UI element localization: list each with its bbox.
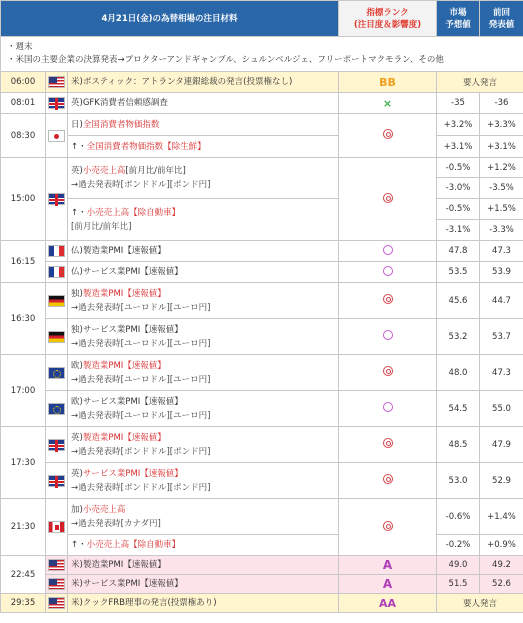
previous-value: +3.3% bbox=[480, 114, 523, 136]
previous-value: +1.2% bbox=[480, 158, 523, 178]
event-title[interactable]: 製造業PMI【速報値】 bbox=[82, 360, 166, 371]
uk-flag-icon bbox=[48, 97, 65, 109]
notes-row bbox=[1, 37, 523, 72]
double-circle-rank-icon bbox=[383, 129, 393, 139]
country-prefix: 欧) bbox=[71, 360, 83, 371]
double-circle-rank-icon bbox=[383, 521, 393, 531]
event-title[interactable]: 米)ボスティック：アトランタ連銀総裁の発言(投票権なし) bbox=[68, 72, 339, 93]
event-time: 08:01 bbox=[1, 93, 46, 114]
rank-column-header bbox=[339, 1, 437, 37]
previous-value: 52.6 bbox=[480, 575, 523, 594]
forecast-value: 51.5 bbox=[437, 575, 480, 594]
notes-cell bbox=[1, 37, 523, 72]
event-title[interactable]: 小売売上高【除自動車】 bbox=[86, 540, 181, 550]
event-title[interactable]: 米)サービス業PMI【速報値】 bbox=[68, 575, 339, 594]
forecast-value: 45.6 bbox=[437, 283, 480, 319]
event-time: 06:00 bbox=[1, 72, 46, 93]
event-title[interactable]: 独)サービス業PMI【速報値】 bbox=[71, 324, 183, 335]
table-row bbox=[1, 535, 523, 556]
past-release-link[interactable]: →過去発表時[ポンドドル][ポンド円] bbox=[71, 482, 211, 493]
event-title[interactable]: 米)クックFRB理事の発言(投票権あり) bbox=[68, 594, 339, 613]
previous-value: 53.9 bbox=[480, 262, 523, 283]
table-row bbox=[1, 114, 523, 136]
sub-prefix: ↑・ bbox=[71, 207, 87, 218]
header-row bbox=[1, 1, 523, 37]
event-time: 16:30 bbox=[1, 283, 46, 355]
past-release-link[interactable]: →過去発表時[ユーロドル][ユーロ円] bbox=[71, 302, 211, 313]
double-circle-rank-icon bbox=[383, 474, 393, 484]
event-time: 22:45 bbox=[1, 556, 46, 594]
forecast-value: +3.2% bbox=[437, 114, 480, 136]
ca-flag-icon bbox=[48, 521, 65, 533]
forecast-value: 47.8 bbox=[437, 241, 480, 262]
uk-flag-icon bbox=[48, 193, 65, 205]
speech-label: 要人発言 bbox=[437, 72, 523, 93]
event-time: 21:30 bbox=[1, 499, 46, 556]
uk-flag-icon bbox=[48, 439, 65, 451]
table-row bbox=[1, 283, 523, 319]
forecast-value: 54.5 bbox=[437, 391, 480, 427]
forecast-value: +3.1% bbox=[437, 136, 480, 158]
event-time: 29:35 bbox=[1, 594, 46, 613]
page-title: 4月21日(金)の為替相場の注目材料 bbox=[1, 1, 339, 37]
uk-flag-icon bbox=[48, 475, 65, 487]
forecast-value: 53.0 bbox=[437, 463, 480, 499]
us-flag-icon bbox=[48, 578, 65, 590]
speech-label: 要人発言 bbox=[437, 594, 523, 613]
event-title[interactable]: 製造業PMI【速報値】 bbox=[82, 288, 166, 299]
fr-flag-icon bbox=[48, 245, 65, 257]
us-flag-icon bbox=[48, 597, 65, 609]
forecast-value: -3.1% bbox=[437, 220, 480, 241]
table-row bbox=[1, 199, 523, 220]
rank-cross-mark: × bbox=[382, 96, 393, 110]
table-row bbox=[1, 262, 523, 283]
rank-header-line1: 指標ランク bbox=[366, 7, 409, 18]
fr-flag-icon bbox=[48, 266, 65, 278]
note-weekend: ・週末 bbox=[7, 42, 33, 52]
past-release-link[interactable]: →過去発表時[ポンドドル][ポンド円] bbox=[71, 180, 211, 190]
rank-badge: BB bbox=[339, 72, 437, 93]
past-release-link[interactable]: →過去発表時[ユーロドル][ユーロ円] bbox=[71, 374, 211, 385]
country-prefix: 英) bbox=[71, 432, 83, 443]
us-flag-icon bbox=[48, 559, 65, 571]
previous-value: +1.4% bbox=[480, 499, 523, 535]
table-row bbox=[1, 355, 523, 391]
table-row bbox=[1, 241, 523, 262]
forecast-value: 49.0 bbox=[437, 556, 480, 575]
table-row bbox=[1, 575, 523, 594]
table-row bbox=[1, 463, 523, 499]
event-time: 17:30 bbox=[1, 427, 46, 499]
event-title[interactable]: 英)GFK消費者信頼感調査 bbox=[68, 93, 339, 114]
rank-badge: A bbox=[339, 556, 437, 575]
country-prefix: 日) bbox=[71, 119, 83, 130]
previous-value: 47.3 bbox=[480, 355, 523, 391]
previous-value: 47.3 bbox=[480, 241, 523, 262]
country-prefix: 英) bbox=[71, 468, 83, 479]
table-row bbox=[1, 72, 523, 93]
forecast-value: -3.0% bbox=[437, 178, 480, 199]
event-title[interactable]: 全国消費者物価指数【除生鮮】 bbox=[86, 141, 206, 152]
rank-header-line2: (注目度＆影響度) bbox=[353, 19, 422, 30]
forecast-value: -0.5% bbox=[437, 158, 480, 178]
event-time: 17:00 bbox=[1, 355, 46, 427]
event-title[interactable]: 小売売上高 bbox=[82, 504, 126, 515]
event-title[interactable]: 欧)サービス業PMI【速報値】 bbox=[71, 396, 183, 407]
previous-value: 49.2 bbox=[480, 556, 523, 575]
double-circle-rank-icon bbox=[383, 438, 393, 448]
past-release-link[interactable]: →過去発表時[カナダ円] bbox=[71, 518, 161, 529]
previous-value: 47.9 bbox=[480, 427, 523, 463]
forecast-header-line1: 市場 bbox=[449, 7, 467, 18]
de-flag-icon bbox=[48, 331, 65, 343]
forecast-column-header bbox=[437, 1, 480, 37]
event-time: 16:15 bbox=[1, 241, 46, 283]
event-title[interactable]: サービス業PMI【速報値】 bbox=[82, 468, 183, 479]
forecast-value: 53.2 bbox=[437, 319, 480, 355]
circle-rank-icon bbox=[383, 245, 393, 255]
forecast-value: -0.5% bbox=[437, 199, 480, 220]
previous-value: +0.9% bbox=[480, 535, 523, 556]
event-title[interactable]: 製造業PMI【速報値】 bbox=[82, 432, 166, 443]
rank-badge: AA bbox=[339, 594, 437, 613]
note-earnings: ・米国の主要企業の決算発表→プロクターアンドギャンブル、シュルンベルジェ、フリーポートマクモラン、その他 bbox=[7, 55, 444, 65]
de-flag-icon bbox=[48, 295, 65, 307]
previous-value: 53.7 bbox=[480, 319, 523, 355]
eu-flag-icon bbox=[48, 403, 65, 415]
event-time: 15:00 bbox=[1, 158, 46, 241]
forecast-header-line2: 予想値 bbox=[445, 19, 471, 30]
past-release-link[interactable]: →過去発表時[ポンドドル][ポンド円] bbox=[71, 446, 211, 457]
country-prefix: 独) bbox=[71, 288, 83, 299]
event-title[interactable]: 全国消費者物価指数 bbox=[82, 119, 160, 130]
previous-value: +1.5% bbox=[480, 199, 523, 220]
event-title[interactable]: 仏)サービス業PMI【速報値】 bbox=[68, 262, 339, 283]
circle-rank-icon bbox=[383, 266, 393, 276]
double-circle-rank-icon bbox=[383, 294, 393, 304]
table-row bbox=[1, 594, 523, 613]
previous-header-line2: 発表値 bbox=[488, 19, 515, 30]
forecast-value: -0.2% bbox=[437, 535, 480, 556]
previous-value: 44.7 bbox=[480, 283, 523, 319]
table-row bbox=[1, 158, 523, 178]
double-circle-rank-icon bbox=[383, 193, 393, 203]
forecast-value: 53.5 bbox=[437, 262, 480, 283]
forecast-value: 48.0 bbox=[437, 355, 480, 391]
previous-value: -3.5% bbox=[480, 178, 523, 199]
forecast-value: 48.5 bbox=[437, 427, 480, 463]
table-row bbox=[1, 427, 523, 463]
past-release-link[interactable]: →過去発表時[ユーロドル][ユーロ円] bbox=[71, 338, 211, 349]
eu-flag-icon bbox=[48, 367, 65, 379]
previous-value: 52.9 bbox=[480, 463, 523, 499]
previous-header-line1: 前回 bbox=[492, 7, 510, 18]
forecast-value: -35 bbox=[437, 93, 480, 114]
table-row bbox=[1, 499, 523, 535]
table-row bbox=[1, 136, 523, 158]
event-title[interactable]: 米)製造業PMI【速報値】 bbox=[68, 556, 339, 575]
sub-prefix: ↑・ bbox=[71, 540, 87, 550]
circle-rank-icon bbox=[383, 402, 393, 412]
event-time: 08:30 bbox=[1, 114, 46, 158]
previous-value: 55.0 bbox=[480, 391, 523, 427]
table-row bbox=[1, 93, 523, 114]
jp-flag-icon bbox=[48, 130, 65, 142]
us-flag-icon bbox=[48, 76, 65, 88]
table-row bbox=[1, 556, 523, 575]
previous-column-header bbox=[480, 1, 523, 37]
previous-value: -36 bbox=[480, 93, 523, 114]
table-row bbox=[1, 319, 523, 355]
sub-prefix: ↑・ bbox=[71, 141, 87, 152]
circle-rank-icon bbox=[383, 330, 393, 340]
forecast-value: -0.6% bbox=[437, 499, 480, 535]
event-suffix: [前月比/前年比] bbox=[71, 221, 132, 232]
rank-badge: A bbox=[339, 575, 437, 594]
event-title[interactable]: 仏)製造業PMI【速報値】 bbox=[68, 241, 339, 262]
previous-value: -3.3% bbox=[480, 220, 523, 241]
event-suffix: [前月比/前年比] bbox=[125, 166, 186, 176]
table-row bbox=[1, 391, 523, 427]
past-release-link[interactable]: →過去発表時[ユーロドル][ユーロ円] bbox=[71, 410, 211, 421]
double-circle-rank-icon bbox=[383, 366, 393, 376]
previous-value: +3.1% bbox=[480, 136, 523, 158]
country-prefix: 加) bbox=[71, 504, 83, 515]
event-title[interactable]: 小売売上高 bbox=[82, 166, 126, 176]
country-prefix: 英) bbox=[71, 166, 83, 176]
event-title[interactable]: 小売売上高【除自動車】 bbox=[86, 207, 181, 218]
